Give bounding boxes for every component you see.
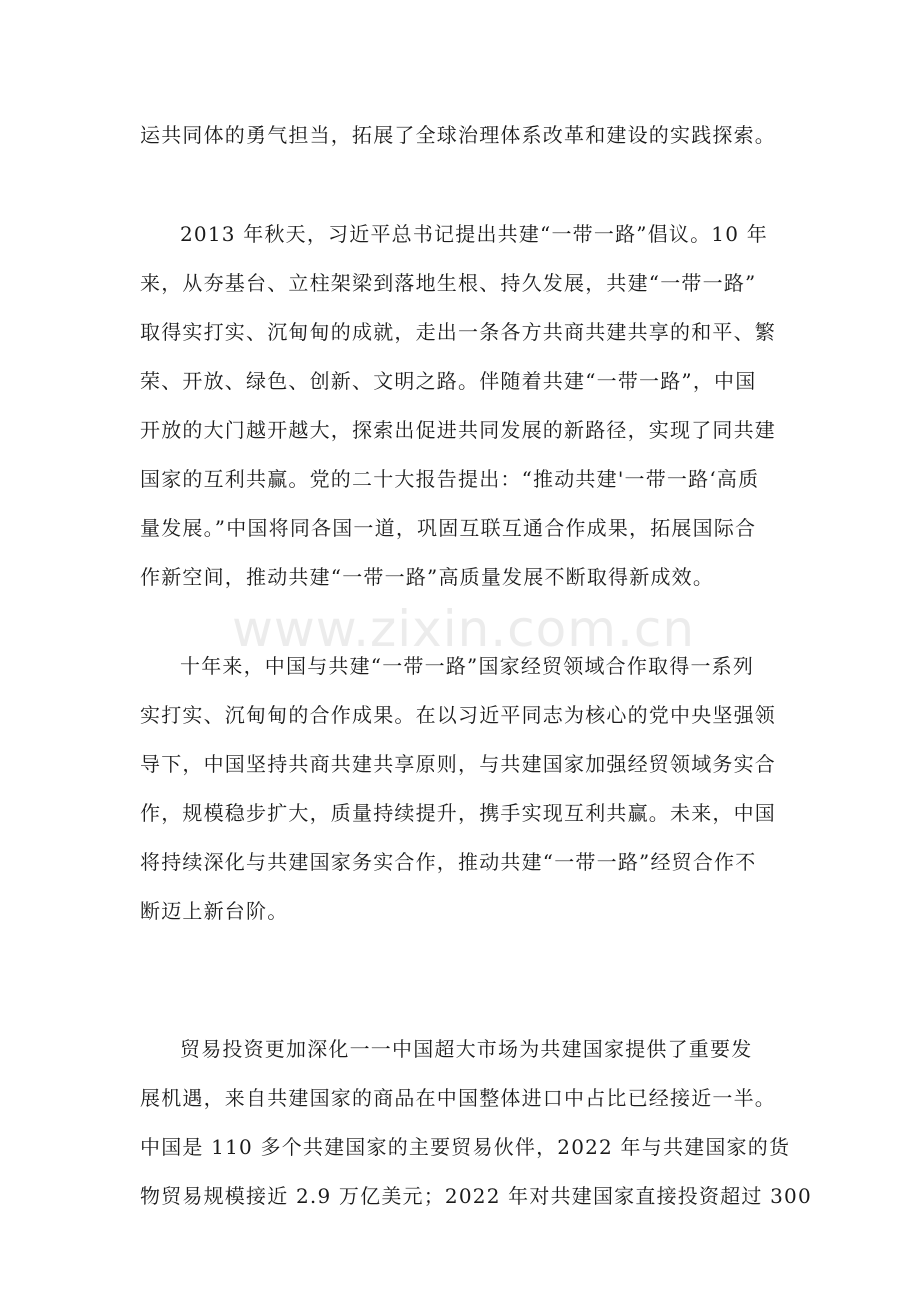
text-line: 作新空间，推动共建“一带一路”高质量发展不断取得新成效。 (140, 565, 715, 589)
text-line: 荣、开放、绿色、创新、文明之路。伴随着共建“一带一路”，中国 (140, 369, 757, 393)
text-line: 实打实、沉甸甸的合作成果。在以习近平同志为核心的党中央坚强领 (140, 703, 776, 727)
text-line: 来，从夯基台、立柱架梁到落地生根、持久发展，共建“一带一路” (140, 271, 757, 295)
text-line: 物贸易规模接近 2.9 万亿美元；2022 年对共建国家直接投资超过 300 (140, 1184, 812, 1208)
text-line: 取得实打实、沉甸甸的成就，走出一条各方共商共建共享的和平、繁 (140, 320, 776, 344)
text-line: 展机遇，来自共建国家的商品在中国整体进口中占比已经接近一半。 (140, 1086, 776, 1110)
text-line: 将持续深化与共建国家务实合作，推动共建“一带一路”经贸合作不 (140, 850, 757, 874)
text-line: 十年来，中国与共建“一带一路”国家经贸领域合作取得一系列 (180, 654, 755, 678)
text-line: 开放的大门越开越大，探索出促进共同发展的新路径，实现了同共建 (140, 418, 776, 442)
text-line: 量发展。”中国将同各国一道，巩固互联互通合作成果，拓展国际合 (140, 516, 757, 540)
text-line: 中国是 110 多个共建国家的主要贸易伙伴，2022 年与共建国家的货 (140, 1135, 791, 1159)
text-line: 运共同体的勇气担当，拓展了全球治理体系改革和建设的实践探索。 (140, 123, 776, 147)
text-line: 国家的互利共赢。党的二十大报告提出：“推动共建'一带一路‘高质 (140, 467, 760, 491)
text-line: 导下，中国坚持共商共建共享原则，与共建国家加强经贸领域务实合 (140, 752, 776, 776)
text-line: 贸易投资更加深化一一中国超大市场为共建国家提供了重要发 (180, 1037, 753, 1061)
watermark: www.zixin.com.cn (232, 600, 696, 658)
text-line: 2013 年秋天，习近平总书记提出共建“一带一路”倡议。10 年 (180, 222, 768, 246)
text-line: 作，规模稳步扩大，质量持续提升，携手实现互利共赢。未来，中国 (140, 801, 776, 825)
text-line: 断迈上新台阶。 (140, 899, 289, 923)
